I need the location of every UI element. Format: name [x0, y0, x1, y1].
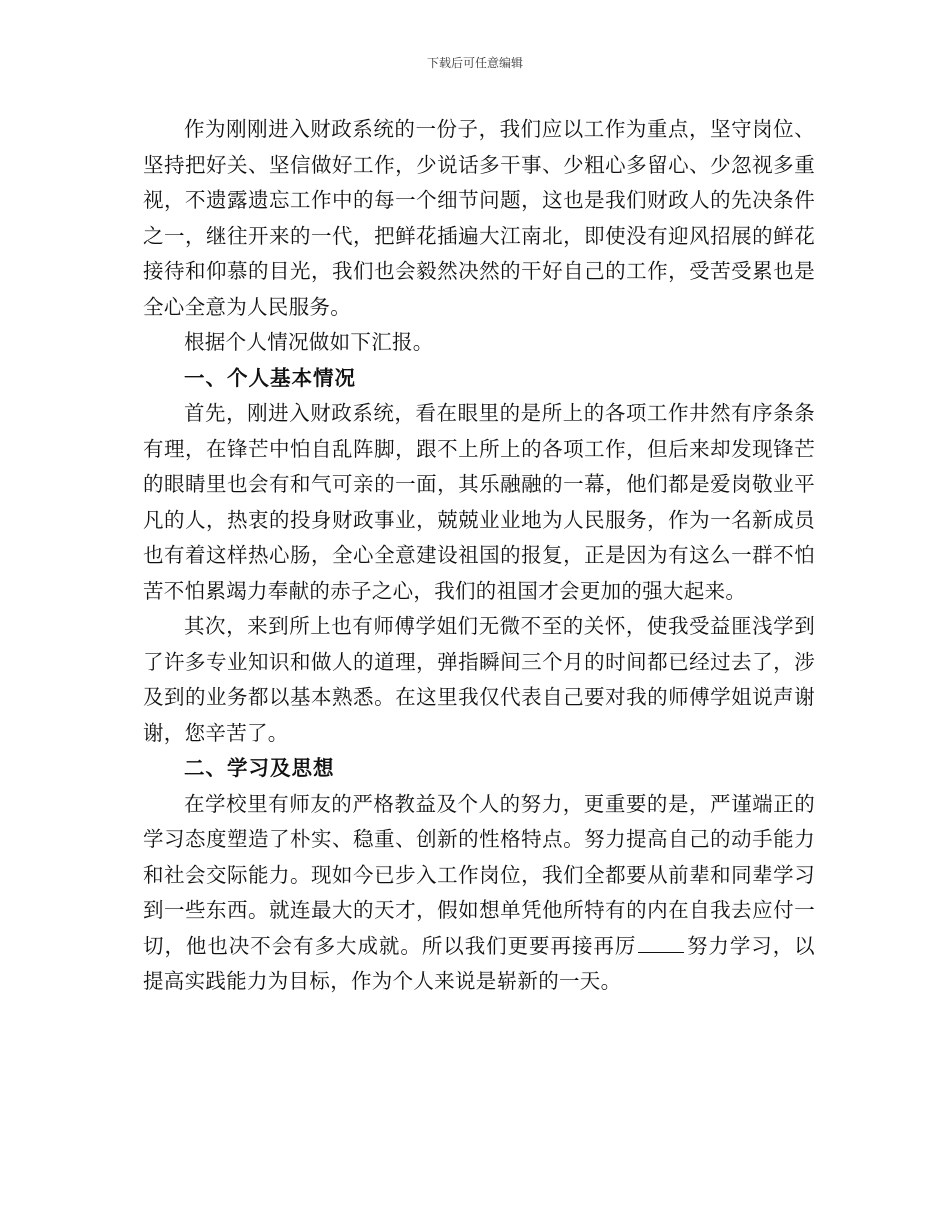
section-heading-personal: 一、个人基本情况 [184, 365, 356, 390]
document-body [143, 112, 815, 1000]
summary-paragraph: 根据个人情况做如下汇报。 [184, 330, 434, 354]
fill-in-blank [638, 951, 684, 953]
study-paragraph-part-2: 努力学习，以提高实践能力为目标，作为个人来说是崭新的一天。 [143, 933, 815, 993]
intro-paragraph: 作为刚刚进入财政系统的一份子，我们应以工作为重点，坚守岗位、坚持把好关、坚信做好工作，少说话多干事、少粗心多留心、少忽视多重视，不遗露遗忘工作中的每一个细节问题，这也是我们财政人的先决条件之一，继往开来的一代，把鲜花插遍大江南北，即使没有迎风招展的鲜花接待和仰慕的目光，我们也会毅然决然的干好自己的工作，受苦受累也是全心全意为人民服务。 [143, 117, 815, 319]
personal-paragraph-2: 其次，来到所上也有师傅学姐们无微不至的关怀，使我受益匪浅学到了许多专业知识和做人的道理，弹指瞬间三个月的时间都已经过去了，涉及到的业务都以基本熟悉。在这里我仅代表自己要对我的师傅学姐说声谢谢，您辛苦了。 [143, 614, 815, 745]
section-heading-study: 二、学习及思想 [184, 756, 335, 780]
personal-paragraph-1: 首先，刚进入财政系统，看在眼里的是所上的各项工作井然有序条条有理，在锋芒中怕自乱阵脚，跟不上所上的各项工作，但后来却发现锋芒的眼睛里也会有和气可亲的一面，其乐融融的一幕，他们都是爱岗敬业平凡的人，热衷的投身财政事业，兢兢业业地为人民服务，作为一名新成员也有着这样热心肠，全心全意建设祖国的报复，正是因为有这么一群不怕苦不怕累竭力奉献的赤子之心，我们的祖国才会更加的强大起来。 [143, 401, 815, 603]
page-header: 下载后可任意编辑 [426, 56, 523, 70]
study-paragraph-part-1: 在学校里有师友的严格教益及个人的努力，更重要的是，严谨端正的学习态度塑造了朴实、稳重、创新的性格特点。努力提高自己的动手能力和社会交际能力。现如今已步入工作岗位，我们全都要从前辈和同辈学习到一些东西。就连最大的天才，假如想单凭他所特有的内在自我去应付一切，他也决不会有多大成就。所以我们更要再接再厉 [143, 791, 815, 958]
study-paragraph [143, 787, 815, 1000]
